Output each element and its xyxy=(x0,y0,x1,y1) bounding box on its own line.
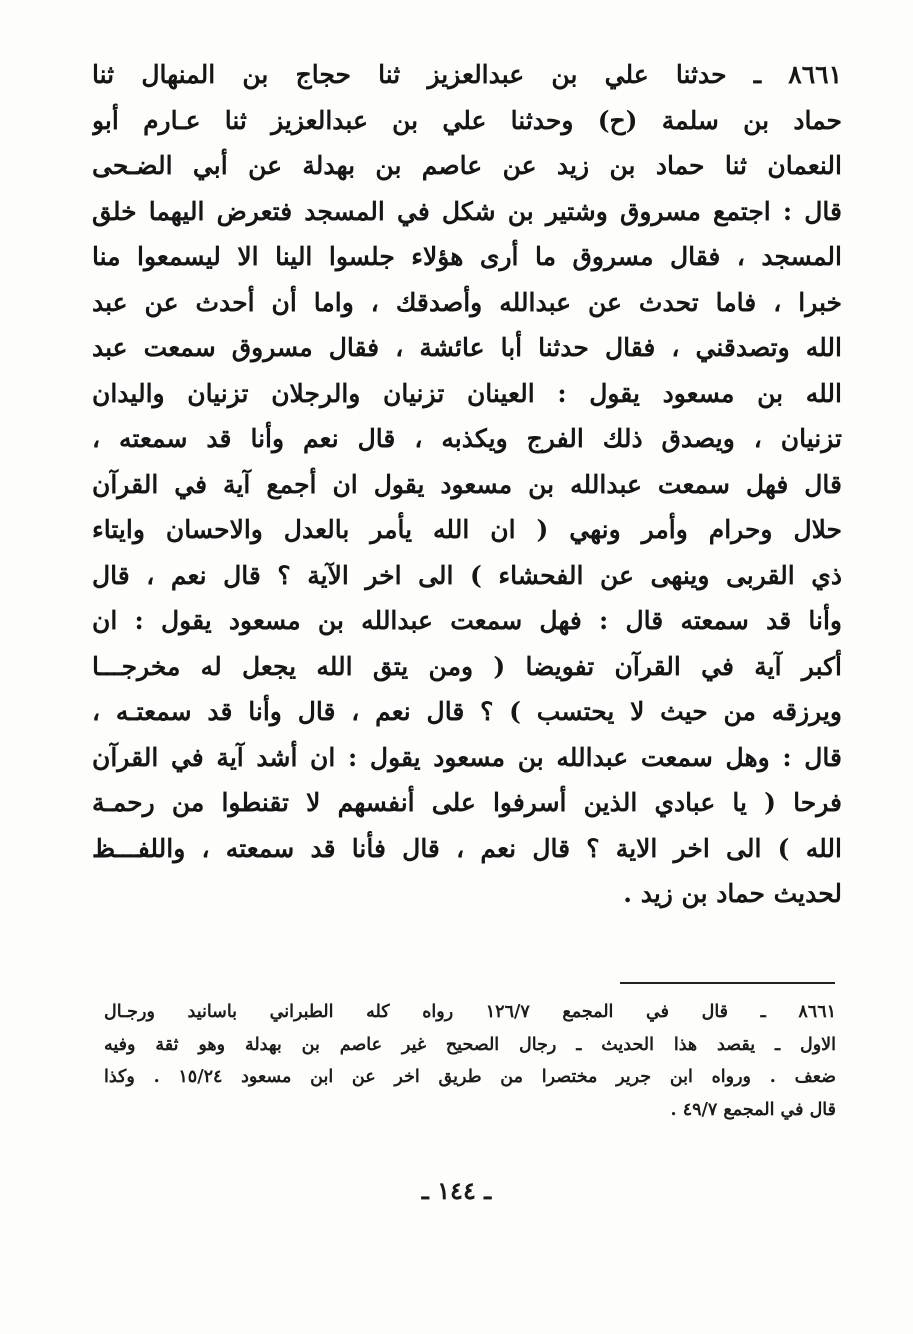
page-number: ـ ١٤٤ ـ xyxy=(421,1176,492,1205)
body-line: لحديث حماد بن زيد . xyxy=(623,879,842,908)
body-line: المسجد ، فقال مسروق ما أرى هؤلاء جلسوا الينا الا ليسمعوا منا xyxy=(92,242,842,271)
body-line: ذي القربى وينهى عن الفحشاء ) الى اخر الآية ؟ قال نعم ، قال xyxy=(92,560,842,590)
footnote-line: قال في المجمع ٤٩/٧ . xyxy=(670,1099,836,1120)
footnote xyxy=(104,996,836,1126)
body-line: الله بن مسعود يقول : العينان تزنيان والرجلان تزنيان واليدان xyxy=(92,378,842,408)
body-line: وأنا قد سمعته قال : فهل سمعت عبدالله بن مسعود يقول : ان xyxy=(92,606,842,635)
body-line: حماد بن سلمة (ح) وحدثنا علي بن عبدالعزيز ثنا عـارم أبو xyxy=(92,105,842,135)
body-line: الله وتصدقني ، فقال حدثنا أبا عائشة ، فقال مسروق سمعت عبد xyxy=(92,333,842,362)
body-line: النعمان ثنا حماد بن زيد عن عاصم بن بهدلة عن أبي الضـحى xyxy=(92,151,842,180)
hadith-body xyxy=(92,52,842,917)
body-line: قال فهل سمعت عبدالله بن مسعود يقول ان أجمع آية في القرآن xyxy=(92,469,842,499)
footnote-line: ضعف . ورواه ابن جرير مختصرا من طريق اخر عن ابن مسعود ١٥/٢٤ . وكذا xyxy=(104,1067,836,1087)
body-line: قال : وهل سمعت عبدالله بن مسعود يقول : ان أشد آية في القرآن xyxy=(92,742,842,772)
body-line: ٨٦٦١ ـ حدثنا علي بن عبدالعزيز ثنا حجاج بن المنهال ثنا xyxy=(92,60,842,89)
body-line: حلال وحرام وأمر ونهي ( ان الله يأمر بالعدل والاحسان وايتاء xyxy=(92,515,842,544)
body-line: خبرا ، فاما تحدث عن عبدالله وأصدقك ، واما أن أحدث عن عبد xyxy=(92,287,842,317)
footnote-line: ٨٦٦١ ـ قال في المجمع ١٢٦/٧ رواه كله الطبراني باسانيد ورجـال xyxy=(104,1002,836,1022)
body-line: ويرزقه من حيث لا يحتسب ) ؟ قال نعم ، قال وأنا قد سمعتـه ، xyxy=(92,697,842,726)
footnote-line: الاول ـ يقصد هذا الحديث ـ رجال الصحيح غير عاصم بن بهدلة وهو ثقة وفيه xyxy=(104,1034,836,1055)
body-line: فرحا ( يا عبادي الذين أسرفوا على أنفسهم لا تقنطوا من رحمـة xyxy=(92,788,842,817)
body-line: تزنيان ، ويصدق ذلك الفرج ويكذبه ، قال نعم وأنا قد سمعته ، xyxy=(92,424,842,453)
footnote-divider xyxy=(620,982,835,984)
body-line: قال : اجتمع مسروق وشتير بن شكل في المسجد فتعرض اليهما خلق xyxy=(92,196,842,226)
body-line: الله ) الى اخر الاية ؟ قال نعم ، قال فأنا قد سمعته ، واللفـــظ xyxy=(92,833,842,863)
body-line: أكبر آية في القرآن تفويضا ( ومن يتق الله يجعل له مخرجـــا xyxy=(92,651,842,681)
